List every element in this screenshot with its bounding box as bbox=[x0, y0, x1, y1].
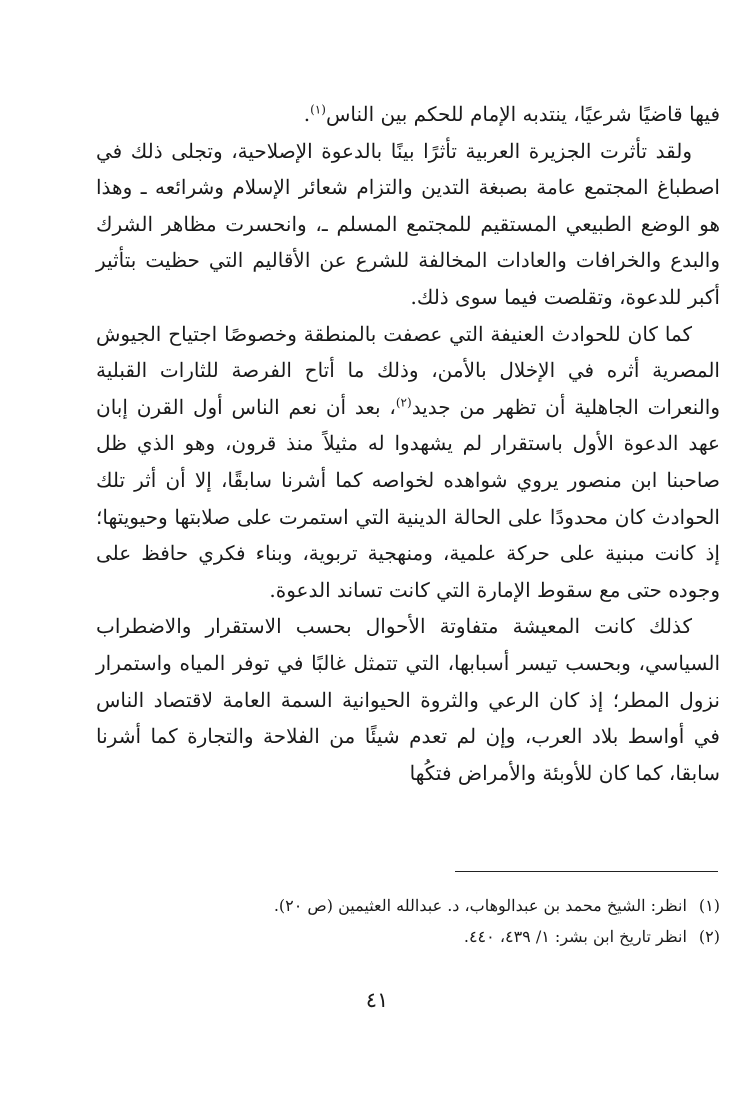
footnote-1 bbox=[96, 890, 720, 921]
paragraph-1-end: . bbox=[303, 102, 311, 126]
paragraph-3-part-b: ، بعد أن نعم الناس أول القرن إبان عهد الدعوة الأول باستقرار لم يشهدوا له مثيلاً منذ قرون، وهو الذي ظل صاحبنا ابن منصور يروي شواهده لخواصه كما أشرنا سابقًا، إلا أن أثر تلك الحوادث كان محدودًا على الحالة الدينية التي استمرت على صلابتها وحيويتها؛ إذ كانت مبنية على حركة علمية، ومنهجية تربوية، وبناء فكري حافظ على وجوده حتى مع سقوط الإمارة التي كانت تساند الدعوة. bbox=[96, 394, 720, 602]
footnote-2 bbox=[96, 921, 720, 952]
paragraph-1 bbox=[96, 96, 720, 133]
paragraph-3 bbox=[96, 316, 720, 609]
main-text bbox=[96, 96, 720, 791]
footnote-2-number: (٢) bbox=[698, 927, 720, 946]
footnote-ref-1: (١) bbox=[310, 102, 326, 117]
paragraph-4: كذلك كانت المعيشة متفاوتة الأحوال بحسب الاستقرار والاضطراب السياسي، وبحسب تيسر أسبابها، التي تتمثل غالبًا في توفر المياه واستمرار نزول المطر؛ إذ كان الرعي والثروة الحيوانية السمة العامة لاقتصاد الناس في أواسط بلاد العرب، وإن لم تعدم شيئًا من الفلاحة والتجارة كما أشرنا سابقا، كما كان للأوبئة والأمراض فتكُها bbox=[96, 614, 720, 785]
footnote-ref-2: (٢) bbox=[395, 395, 412, 410]
footnote-1-text: انظر: الشيخ محمد بن عبدالوهاب، د. عبدالله العثيمين (ص ٢٠). bbox=[273, 896, 687, 915]
footnote-2-text: انظر تاريخ ابن بشر: ١/ ٤٣٩، ٤٤٠. bbox=[463, 927, 687, 946]
paragraph-1-text: فيها قاضيًا شرعيًا، ينتدبه الإمام للحكم بين الناس bbox=[325, 102, 720, 126]
paragraph-3-part-a: كما كان للحوادث العنيفة التي عصفت بالمنطقة وخصوصًا اجتياح الجيوش المصرية أثره في الإخلال بالأمن، وذلك ما أتاح الفرصة للثارات القبلية والنعرات الجاهلية أن تظهر من جديد bbox=[96, 321, 720, 419]
page-number: ٤١ bbox=[365, 988, 389, 1012]
footnotes bbox=[96, 890, 720, 952]
footnote-divider bbox=[455, 871, 718, 872]
footnote-1-number: (١) bbox=[698, 896, 720, 915]
paragraph-2: ولقد تأثرت الجزيرة العربية تأثرًا بينًا بالدعوة الإصلاحية، وتجلى ذلك في اصطباغ المجتمع عامة بصبغة التدين والتزام شعائر الإسلام وشرائعه ـ وهذا هو الوضع الطبيعي المستقيم للمجتمع المسلم ـ، وانحسرت مظاهر الشرك والبدع والخرافات والعادات المخالفة للشرع عن الأقاليم التي حظيت بتأثير أكبر للدعوة، وتقلصت فيما سوى ذلك. bbox=[96, 138, 720, 309]
